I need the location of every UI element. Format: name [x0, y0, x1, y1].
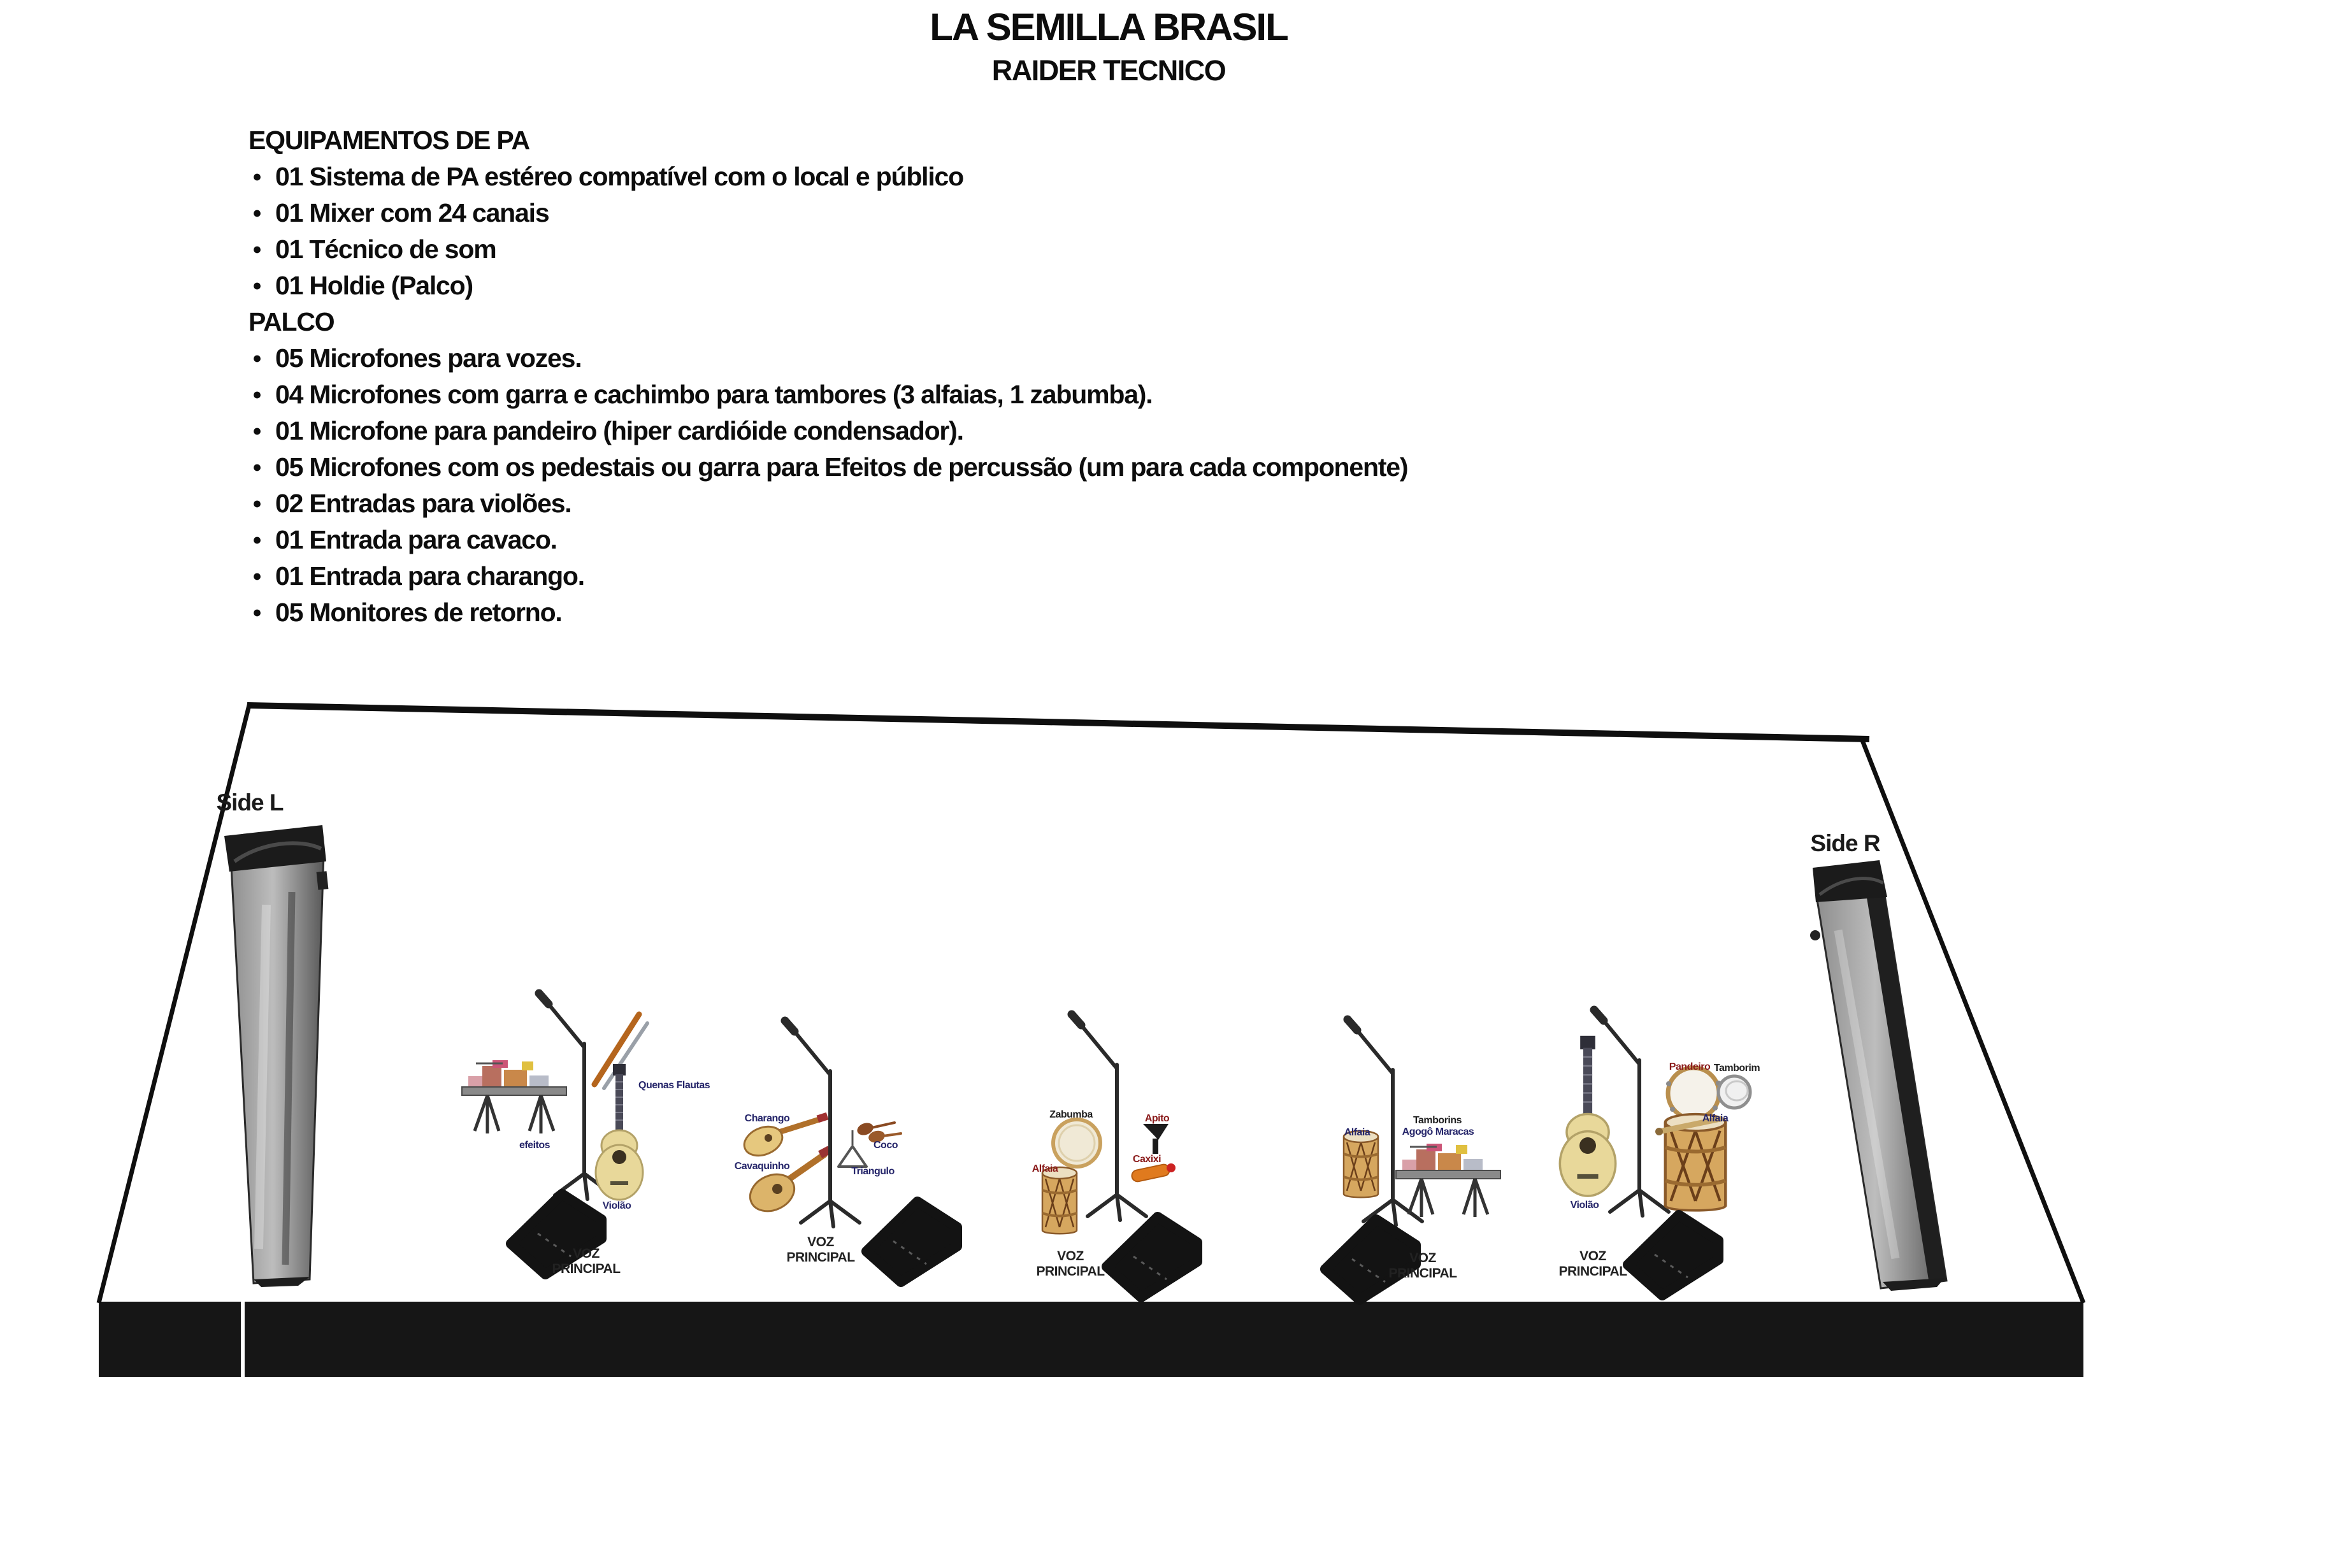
list-item-text: 01 Holdie (Palco) [275, 271, 473, 300]
bullet-icon: ● [252, 567, 261, 585]
section-title-palco: PALCO [248, 307, 334, 336]
alfaia-icon [1042, 1167, 1077, 1234]
monitor-label: PRINCIPAL [552, 1262, 621, 1276]
bullet-icon: ● [252, 385, 261, 403]
alfaia-icon [1344, 1131, 1378, 1197]
side-r-label: Side R [1810, 830, 1880, 856]
label-tamborim: Tamborim [1713, 1063, 1760, 1074]
label-apito: Apito [1144, 1113, 1170, 1124]
list-item-text: 02 Entradas para violões. [275, 489, 572, 518]
bullet-icon: ● [252, 349, 261, 367]
label-violao: Violão [602, 1200, 631, 1211]
list-item-text: 01 Entrada para cavaco. [275, 525, 557, 554]
label-efeitos: efeitos [519, 1140, 550, 1151]
section-title-pa: EQUIPAMENTOS DE PA [248, 126, 529, 155]
bullet-icon: ● [252, 240, 261, 258]
bullet-icon: ● [252, 277, 261, 294]
label-caxixi: Caxixi [1132, 1154, 1161, 1165]
bullet-icon: ● [252, 168, 261, 185]
label-triangulo: Triangulo [851, 1166, 895, 1177]
label-alfaia: Alfaia [1344, 1127, 1370, 1138]
monitor-label: VOZ [1409, 1251, 1436, 1265]
list-item-text: 05 Microfones com os pedestais ou garra para Efeitos de percussão (um para cada componente) [275, 452, 1408, 482]
label-pandeiro: Pandeiro [1669, 1061, 1711, 1072]
label-zabumba: Zabumba [1049, 1109, 1093, 1120]
bullet-icon: ● [252, 494, 261, 512]
label-tamborins: Tamborins [1413, 1115, 1462, 1126]
monitor-label: VOZ [1579, 1249, 1606, 1263]
side-l-label: Side L [216, 789, 284, 816]
monitor-label: PRINCIPAL [1388, 1266, 1457, 1281]
label-violao: Violão [1570, 1200, 1599, 1211]
label-quenas-flautas: Quenas Flautas [638, 1080, 710, 1091]
list-item-text: 01 Sistema de PA estéreo compatível com o local e público [275, 162, 964, 191]
list-item-text: 01 Entrada para charango. [275, 561, 584, 591]
stage-front-band-left [99, 1302, 241, 1377]
pandeiro-icon [1666, 1068, 1721, 1120]
stage-front-band [245, 1302, 2083, 1377]
label-alfaia: Alfaia [1702, 1113, 1729, 1124]
bullet-icon: ● [252, 204, 261, 222]
page-subtitle: RAIDER TECNICO [991, 54, 1226, 87]
bullet-icon: ● [252, 603, 261, 621]
label-alfaia: Alfaia [1032, 1163, 1058, 1174]
zabumba-icon [1053, 1119, 1100, 1167]
label-coco: Coco [874, 1140, 898, 1151]
tamborim-icon [1718, 1076, 1750, 1108]
bullet-icon: ● [252, 422, 261, 440]
page-title: LA SEMILLA BRASIL [930, 6, 1288, 48]
monitor-label: VOZ [573, 1246, 600, 1261]
list-item-text: 04 Microfones com garra e cachimbo para tambores (3 alfaias, 1 zabumba). [275, 380, 1153, 409]
monitor-label: VOZ [1057, 1249, 1084, 1263]
list-item-text: 01 Técnico de som [275, 234, 496, 264]
list-item-text: 05 Microfones para vozes. [275, 343, 582, 373]
bullet-icon: ● [252, 531, 261, 549]
label-cavaquinho: Cavaquinho [734, 1161, 790, 1172]
bullet-icon: ● [252, 458, 261, 476]
label-charango: Charango [744, 1113, 790, 1124]
list-item-text: 05 Monitores de retorno. [275, 598, 562, 627]
list-item-text: 01 Microfone para pandeiro (hiper cardióide condensador). [275, 416, 963, 445]
monitor-label: PRINCIPAL [1558, 1264, 1627, 1279]
monitor-label: VOZ [807, 1235, 834, 1249]
label-agogo-maracas: Agogô Maracas [1402, 1126, 1474, 1137]
monitor-label: PRINCIPAL [786, 1250, 855, 1265]
list-item-text: 01 Mixer com 24 canais [275, 198, 549, 227]
monitor-label: PRINCIPAL [1036, 1264, 1105, 1279]
